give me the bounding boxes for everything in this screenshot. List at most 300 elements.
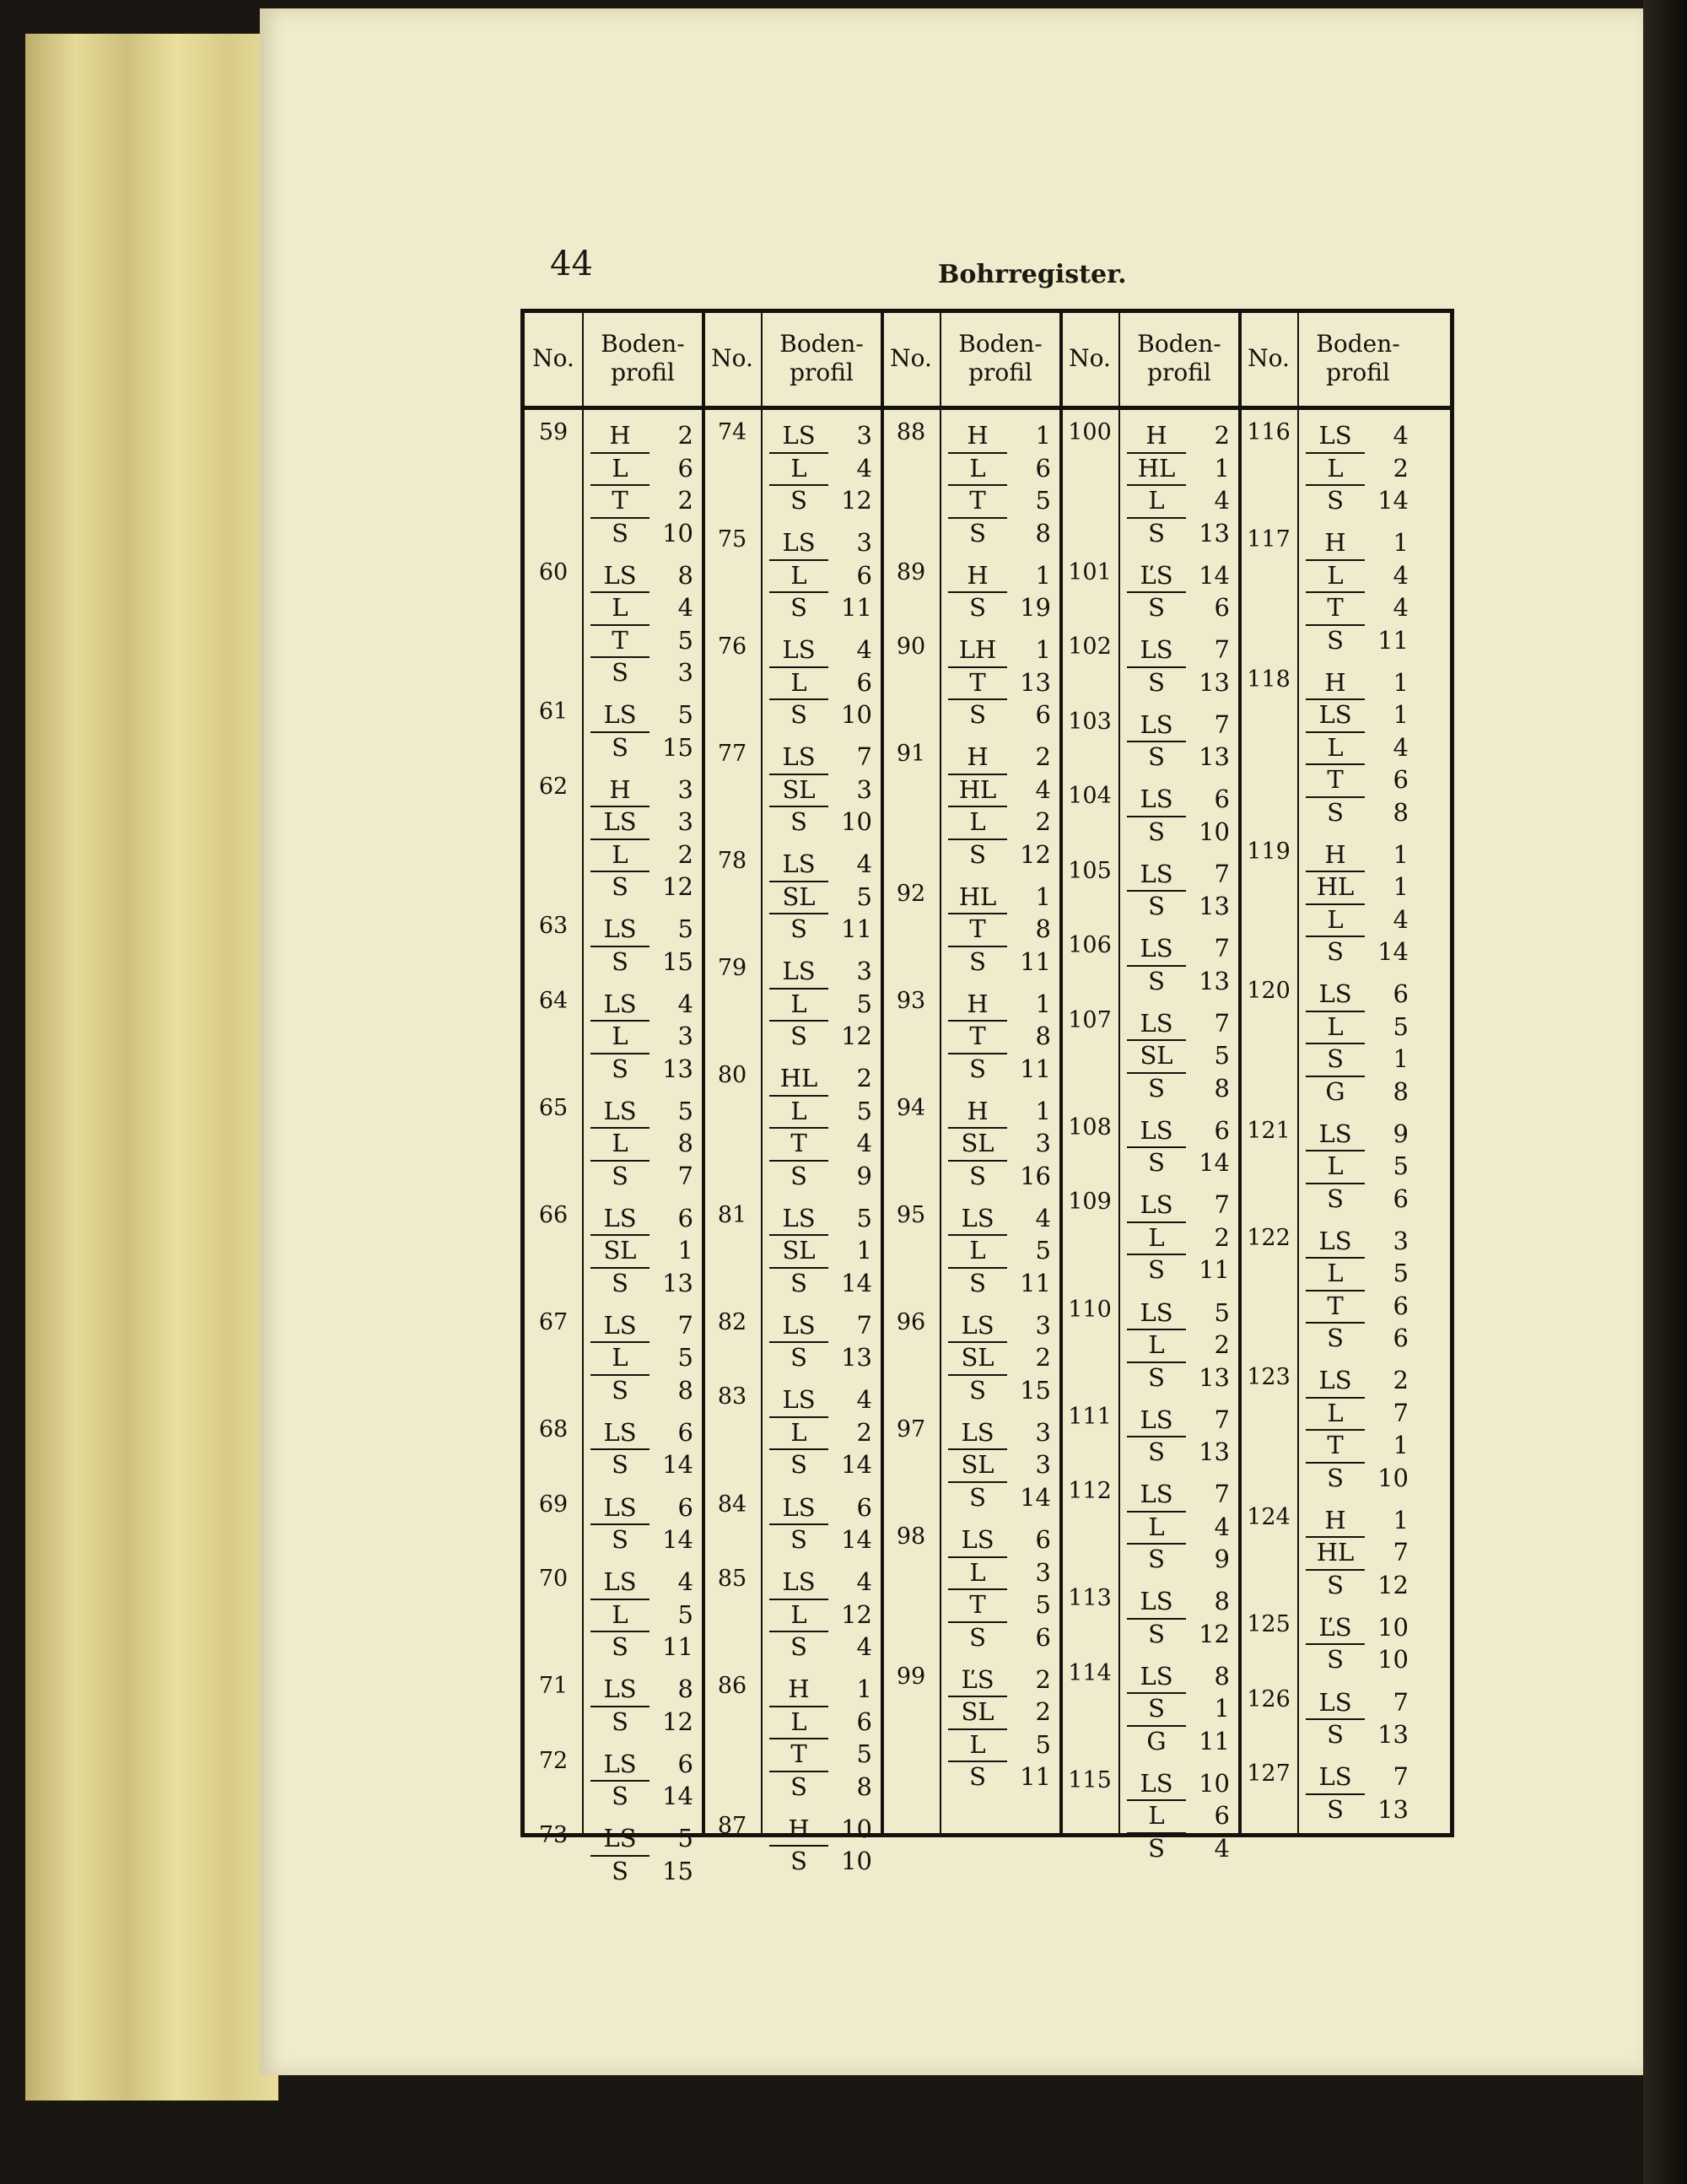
- soil-code: LS: [1140, 934, 1173, 963]
- page-number: 44: [550, 245, 593, 283]
- soil-code: LS: [603, 1310, 637, 1340]
- layer-thickness: 8: [677, 1674, 693, 1704]
- layer-thickness: 1: [1035, 1096, 1051, 1125]
- soil-code: L: [769, 1416, 828, 1447]
- boring-number: 104: [1068, 783, 1112, 810]
- soil-code: S: [769, 1020, 828, 1050]
- layer-thickness: 1: [856, 1674, 872, 1704]
- soil-code: LS: [782, 1310, 816, 1340]
- soil-layer: [1306, 1364, 1409, 1394]
- soil-code: L: [769, 988, 828, 1018]
- layer-thickness: 5: [1214, 1297, 1230, 1327]
- soil-layer: [1306, 1290, 1409, 1320]
- soil-layer: [1306, 698, 1409, 729]
- boring-number: 91: [896, 741, 926, 768]
- layer-thickness: 3: [1035, 1310, 1051, 1340]
- column-rule: [1118, 313, 1120, 1833]
- soil-layer: [1306, 591, 1409, 622]
- soil-code: L: [769, 452, 828, 483]
- soil-code: L: [769, 1095, 828, 1125]
- soil-code: S: [769, 1771, 828, 1801]
- layer-thickness: 11: [1020, 1054, 1051, 1083]
- soil-layer: [1306, 1150, 1409, 1180]
- soil-code: SL: [948, 1341, 1007, 1372]
- layer-thickness: 3: [677, 807, 693, 837]
- layer-thickness: 7: [677, 1310, 693, 1340]
- layer-thickness: 2: [677, 421, 693, 450]
- layer-thickness: 5: [856, 1203, 872, 1232]
- layer-thickness: 4: [1035, 774, 1051, 804]
- soil-layer: [1127, 783, 1230, 813]
- soil-code: L: [590, 1599, 649, 1629]
- soil-layer: [948, 698, 1051, 729]
- layer-thickness: 5: [1214, 1041, 1230, 1070]
- soil-layer: [769, 1309, 872, 1340]
- boring-number: 60: [538, 558, 569, 585]
- soil-code: H: [967, 421, 989, 450]
- soil-layer: [948, 591, 1051, 622]
- layer-thickness: 12: [662, 1707, 693, 1736]
- boring-number: 123: [1247, 1364, 1291, 1391]
- soil-code: LS: [603, 914, 637, 944]
- layer-thickness: 4: [677, 593, 693, 623]
- soil-code: S: [769, 1341, 828, 1372]
- soil-code: LS: [1140, 1297, 1173, 1327]
- layer-thickness: 2: [1393, 453, 1409, 483]
- soil-code: LS: [1140, 635, 1173, 665]
- header-bodenprofil: [1297, 313, 1419, 404]
- layer-thickness: 15: [1020, 1375, 1051, 1405]
- soil-code: S: [1306, 1793, 1365, 1824]
- layer-thickness: 5: [856, 989, 872, 1018]
- soil-layer: [1306, 1257, 1409, 1287]
- header-bodenprofil-line: profil: [1326, 359, 1390, 386]
- soil-code: S: [1127, 1072, 1186, 1103]
- soil-layer: [590, 731, 693, 762]
- soil-code: LS: [782, 421, 816, 450]
- soil-layer: [948, 1127, 1051, 1157]
- layer-thickness: 2: [677, 486, 693, 515]
- soil-code: H: [1324, 528, 1346, 558]
- soil-code: LS: [782, 1492, 816, 1522]
- header-bodenprofil: [1118, 313, 1240, 404]
- layer-thickness: 2: [856, 1417, 872, 1447]
- layer-thickness: 10: [841, 1847, 872, 1876]
- layer-thickness: 5: [677, 1343, 693, 1372]
- layer-thickness: 14: [662, 1450, 693, 1480]
- soil-code: S: [1127, 741, 1186, 771]
- boring-number: 90: [896, 634, 926, 661]
- soil-code: S: [769, 1845, 828, 1875]
- soil-code: LS: [1318, 1119, 1352, 1148]
- soil-layer: [948, 1621, 1051, 1652]
- boring-number: 63: [538, 913, 569, 940]
- soil-layer: [1127, 1189, 1230, 1219]
- layer-thickness: 5: [677, 1096, 693, 1125]
- layer-thickness: 4: [856, 453, 872, 483]
- layer-thickness: 10: [1377, 1612, 1409, 1642]
- layer-thickness: 11: [1199, 1726, 1230, 1755]
- column-rule: [761, 313, 763, 1833]
- soil-layer: [769, 559, 872, 590]
- soil-code: HL: [958, 882, 997, 911]
- soil-code: S: [948, 1761, 1007, 1791]
- soil-code: G: [1306, 1076, 1365, 1106]
- boring-number: 114: [1068, 1659, 1112, 1686]
- layer-thickness: 2: [1035, 742, 1051, 772]
- layer-thickness: 8: [1393, 797, 1409, 827]
- soil-code: T: [590, 624, 649, 655]
- boring-number: 102: [1068, 634, 1112, 661]
- layer-thickness: 8: [1214, 1587, 1230, 1616]
- soil-layer: [948, 1728, 1051, 1759]
- boring-number: 92: [896, 880, 926, 907]
- soil-code: S: [769, 484, 828, 515]
- soil-code: H: [1324, 667, 1346, 697]
- header-no: [703, 313, 761, 404]
- soil-layer: [1306, 1462, 1409, 1492]
- layer-thickness: 5: [1035, 1236, 1051, 1265]
- soil-layer: [1127, 634, 1230, 664]
- soil-layer: [1306, 763, 1409, 794]
- soil-layer: [948, 741, 1051, 771]
- soil-layer: [1127, 741, 1230, 771]
- soil-code: H: [967, 989, 989, 1018]
- soil-code: S: [769, 1160, 828, 1190]
- soil-code: L: [1306, 559, 1365, 590]
- boring-number: 126: [1247, 1685, 1291, 1712]
- soil-code: LS: [603, 1824, 637, 1853]
- soil-code: LS: [603, 560, 637, 590]
- soil-code: S: [590, 1448, 649, 1479]
- layer-thickness: 11: [1020, 946, 1051, 976]
- layer-thickness: 11: [662, 1632, 693, 1662]
- layer-thickness: 14: [841, 1450, 872, 1480]
- layer-thickness: 2: [1214, 1222, 1230, 1252]
- soil-layer: [590, 698, 693, 729]
- layer-thickness: 11: [1377, 625, 1409, 655]
- soil-code: S: [590, 1631, 649, 1661]
- soil-layer: [948, 1664, 1051, 1694]
- soil-code: LS: [1318, 1366, 1352, 1395]
- boring-number: 119: [1247, 838, 1291, 865]
- soil-layer: [590, 559, 693, 590]
- layer-thickness: 1: [1393, 872, 1409, 902]
- boring-number: 101: [1068, 558, 1112, 585]
- soil-layer: [1127, 1039, 1230, 1070]
- soil-code: L: [1306, 1011, 1365, 1041]
- soil-code: LS: [1140, 785, 1173, 814]
- layer-thickness: 12: [1377, 1570, 1409, 1599]
- soil-code: H: [1145, 421, 1167, 450]
- layer-thickness: 6: [856, 1707, 872, 1736]
- boring-number: 68: [538, 1416, 569, 1443]
- soil-code: S: [769, 806, 828, 836]
- layer-thickness: 8: [1035, 914, 1051, 944]
- soil-code: HL: [1306, 871, 1365, 901]
- soil-layer: [1127, 419, 1230, 450]
- soil-code: SL: [769, 774, 828, 804]
- soil-code: H: [788, 1814, 810, 1843]
- layer-thickness: 7: [1393, 1687, 1409, 1717]
- soil-code: ĽS: [1140, 560, 1173, 590]
- layer-thickness: 6: [856, 667, 872, 697]
- layer-thickness: 4: [856, 1129, 872, 1158]
- soil-code: SL: [769, 1234, 828, 1265]
- soil-layer: [948, 419, 1051, 450]
- soil-layer: [769, 1771, 872, 1801]
- layer-thickness: 3: [1035, 1450, 1051, 1480]
- layer-thickness: 9: [1393, 1119, 1409, 1148]
- boring-number: 122: [1247, 1224, 1291, 1251]
- soil-code: LS: [603, 1492, 637, 1522]
- boring-number: 88: [896, 419, 926, 445]
- layer-thickness: 6: [1035, 1622, 1051, 1652]
- soil-layer: [769, 1448, 872, 1479]
- header-no-label: No.: [1248, 344, 1290, 372]
- layer-thickness: 8: [1035, 518, 1051, 547]
- soil-code: S: [1127, 517, 1186, 547]
- soil-layer: [590, 774, 693, 804]
- soil-layer: [1127, 1832, 1230, 1863]
- boring-number: 116: [1247, 419, 1291, 445]
- soil-layer: [1127, 452, 1230, 483]
- header-no: [882, 313, 940, 404]
- boring-number: 67: [538, 1308, 569, 1335]
- boring-number: 93: [896, 987, 926, 1014]
- soil-code: S: [1127, 1254, 1186, 1284]
- soil-layer: [1306, 1761, 1409, 1791]
- soil-layer: [1306, 1397, 1409, 1427]
- layer-thickness: 14: [662, 1525, 693, 1554]
- layer-thickness: 13: [1199, 742, 1230, 772]
- layer-thickness: 5: [1393, 1011, 1409, 1041]
- soil-layer: [948, 1481, 1051, 1512]
- soil-code: LS: [1318, 1226, 1352, 1255]
- soil-layer: [769, 1813, 872, 1843]
- soil-layer: [1306, 1011, 1409, 1041]
- soil-code: L: [769, 559, 828, 590]
- soil-layer: [948, 1523, 1051, 1554]
- soil-layer: [769, 1599, 872, 1629]
- layer-thickness: 7: [1214, 1190, 1230, 1220]
- layer-thickness: 5: [677, 700, 693, 730]
- soil-code: S: [1127, 1618, 1186, 1648]
- soil-code: S: [1127, 1362, 1186, 1392]
- soil-code: LS: [782, 635, 816, 665]
- soil-code: S: [1127, 591, 1186, 622]
- soil-layer: [1127, 1478, 1230, 1508]
- layer-thickness: 6: [1214, 785, 1230, 814]
- layer-thickness: 4: [856, 1632, 872, 1662]
- soil-code: S: [590, 1523, 649, 1554]
- layer-thickness: 6: [1393, 1291, 1409, 1320]
- soil-code: H: [967, 560, 989, 590]
- soil-code: S: [590, 1267, 649, 1297]
- boring-number: 98: [896, 1523, 926, 1550]
- layer-thickness: 3: [1035, 1129, 1051, 1158]
- soil-code: L: [1306, 903, 1365, 934]
- soil-code: LS: [961, 1417, 994, 1447]
- soil-layer: [1306, 419, 1409, 450]
- soil-code: S: [590, 731, 649, 762]
- soil-layer: [769, 1523, 872, 1554]
- soil-code: LS: [782, 849, 816, 879]
- layer-thickness: 1: [1393, 700, 1409, 730]
- boring-number: 82: [717, 1308, 747, 1335]
- soil-layer: [590, 1631, 693, 1661]
- soil-code: G: [1127, 1725, 1186, 1755]
- soil-code: S: [948, 698, 1007, 729]
- layer-thickness: 5: [677, 1824, 693, 1853]
- soil-layer: [590, 1267, 693, 1297]
- layer-thickness: 14: [1020, 1482, 1051, 1512]
- soil-layer: [948, 774, 1051, 804]
- layer-thickness: 12: [841, 1022, 872, 1051]
- soil-code: L: [769, 1706, 828, 1736]
- boring-number: 74: [717, 419, 747, 445]
- soil-code: S: [948, 1053, 1007, 1083]
- soil-layer: [590, 1374, 693, 1405]
- layer-thickness: 8: [856, 1771, 872, 1801]
- soil-code: S: [769, 591, 828, 622]
- soil-layer: [769, 1341, 872, 1372]
- layer-thickness: 5: [1393, 1151, 1409, 1181]
- layer-thickness: 13: [1199, 1362, 1230, 1392]
- layer-thickness: 4: [677, 989, 693, 1018]
- layer-thickness: 5: [1035, 486, 1051, 515]
- soil-code: S: [1306, 936, 1365, 966]
- soil-layer: [590, 1673, 693, 1703]
- soil-code: S: [1306, 1462, 1365, 1492]
- layer-thickness: 6: [1393, 765, 1409, 795]
- header-no-label: No.: [711, 344, 753, 372]
- layer-thickness: 4: [1393, 593, 1409, 623]
- soil-layer: [1306, 903, 1409, 934]
- soil-layer: [590, 1095, 693, 1125]
- layer-thickness: 1: [1214, 453, 1230, 483]
- soil-code: L: [1306, 1397, 1365, 1427]
- soil-layer: [1127, 1221, 1230, 1252]
- layer-thickness: 10: [1199, 817, 1230, 846]
- header-bodenprofil-line: Boden-: [1316, 330, 1400, 358]
- soil-code: S: [1127, 1543, 1186, 1573]
- soil-code: HL: [1127, 452, 1186, 483]
- soil-layer: [590, 1309, 693, 1340]
- layer-thickness: 2: [1035, 1343, 1051, 1372]
- soil-layer: [1306, 1569, 1409, 1599]
- soil-code: H: [967, 1096, 989, 1125]
- soil-code: T: [948, 1588, 1007, 1619]
- layer-thickness: 6: [677, 1203, 693, 1232]
- layer-thickness: 10: [1377, 1463, 1409, 1492]
- layer-thickness: 11: [1020, 1762, 1051, 1792]
- soil-code: S: [1306, 1569, 1365, 1599]
- layer-thickness: 5: [856, 1096, 872, 1125]
- soil-code: S: [948, 946, 1007, 976]
- soil-layer: [1306, 624, 1409, 655]
- layer-thickness: 10: [841, 700, 872, 730]
- layer-thickness: 5: [1035, 1729, 1051, 1759]
- soil-code: L: [948, 1234, 1007, 1265]
- soil-code: LS: [961, 1310, 994, 1340]
- soil-layer: [590, 1780, 693, 1810]
- soil-layer: [590, 517, 693, 547]
- soil-layer: [1306, 936, 1409, 966]
- boring-number: 113: [1068, 1585, 1112, 1612]
- layer-thickness: 5: [1035, 1590, 1051, 1619]
- soil-layer: [1306, 1322, 1409, 1352]
- layer-thickness: 7: [856, 742, 872, 772]
- soil-code: LS: [1140, 1115, 1173, 1145]
- soil-code: L: [1306, 452, 1365, 483]
- layer-thickness: 6: [1035, 453, 1051, 483]
- soil-layer: [769, 913, 872, 943]
- soil-layer: [590, 1341, 693, 1372]
- soil-code: L: [1306, 1150, 1365, 1180]
- soil-layer: [948, 1053, 1051, 1083]
- soil-layer: [1306, 1643, 1409, 1674]
- soil-code: LS: [603, 1674, 637, 1704]
- layer-thickness: 3: [677, 658, 693, 688]
- soil-layer: [769, 988, 872, 1018]
- soil-layer: [590, 1020, 693, 1050]
- soil-code: T: [1306, 1429, 1365, 1459]
- soil-layer: [769, 1706, 872, 1736]
- layer-thickness: 8: [677, 1375, 693, 1405]
- soil-code: L: [590, 1127, 649, 1157]
- soil-layer: [948, 1761, 1051, 1791]
- soil-layer: [948, 484, 1051, 515]
- soil-layer: [1306, 839, 1409, 869]
- soil-layer: [1306, 484, 1409, 515]
- soil-code: LS: [1318, 979, 1352, 1009]
- layer-thickness: 12: [841, 1599, 872, 1629]
- layer-thickness: 10: [841, 807, 872, 837]
- soil-layer: [1127, 1254, 1230, 1284]
- soil-code: T: [769, 1738, 828, 1768]
- soil-code: LS: [961, 1525, 994, 1554]
- layer-thickness: 9: [1214, 1545, 1230, 1574]
- boring-number: 84: [717, 1491, 747, 1518]
- soil-layer: [1306, 796, 1409, 827]
- boring-number: 108: [1068, 1114, 1112, 1141]
- soil-layer: [1306, 559, 1409, 590]
- layer-thickness: 8: [1214, 1661, 1230, 1691]
- layer-thickness: 1: [1214, 1694, 1230, 1723]
- soil-code: S: [948, 1374, 1007, 1405]
- layer-thickness: 3: [677, 774, 693, 804]
- soil-layer: [590, 1416, 693, 1447]
- layer-thickness: 13: [1020, 667, 1051, 697]
- soil-layer: [1306, 1183, 1409, 1213]
- boring-number: 111: [1068, 1403, 1112, 1430]
- layer-thickness: 4: [856, 635, 872, 665]
- boring-number: 117: [1247, 526, 1291, 553]
- soil-layer: [769, 1631, 872, 1661]
- soil-code: LS: [782, 1203, 816, 1232]
- column-rule: [1297, 313, 1299, 1833]
- soil-layer: [590, 419, 693, 450]
- soil-layer: [769, 634, 872, 664]
- soil-layer: [590, 1160, 693, 1190]
- layer-thickness: 4: [856, 1567, 872, 1597]
- header-bodenprofil-line: profil: [968, 359, 1032, 386]
- soil-layer: [1127, 1404, 1230, 1434]
- soil-code: H: [609, 774, 631, 804]
- soil-layer: [769, 1234, 872, 1265]
- layer-thickness: 12: [662, 872, 693, 902]
